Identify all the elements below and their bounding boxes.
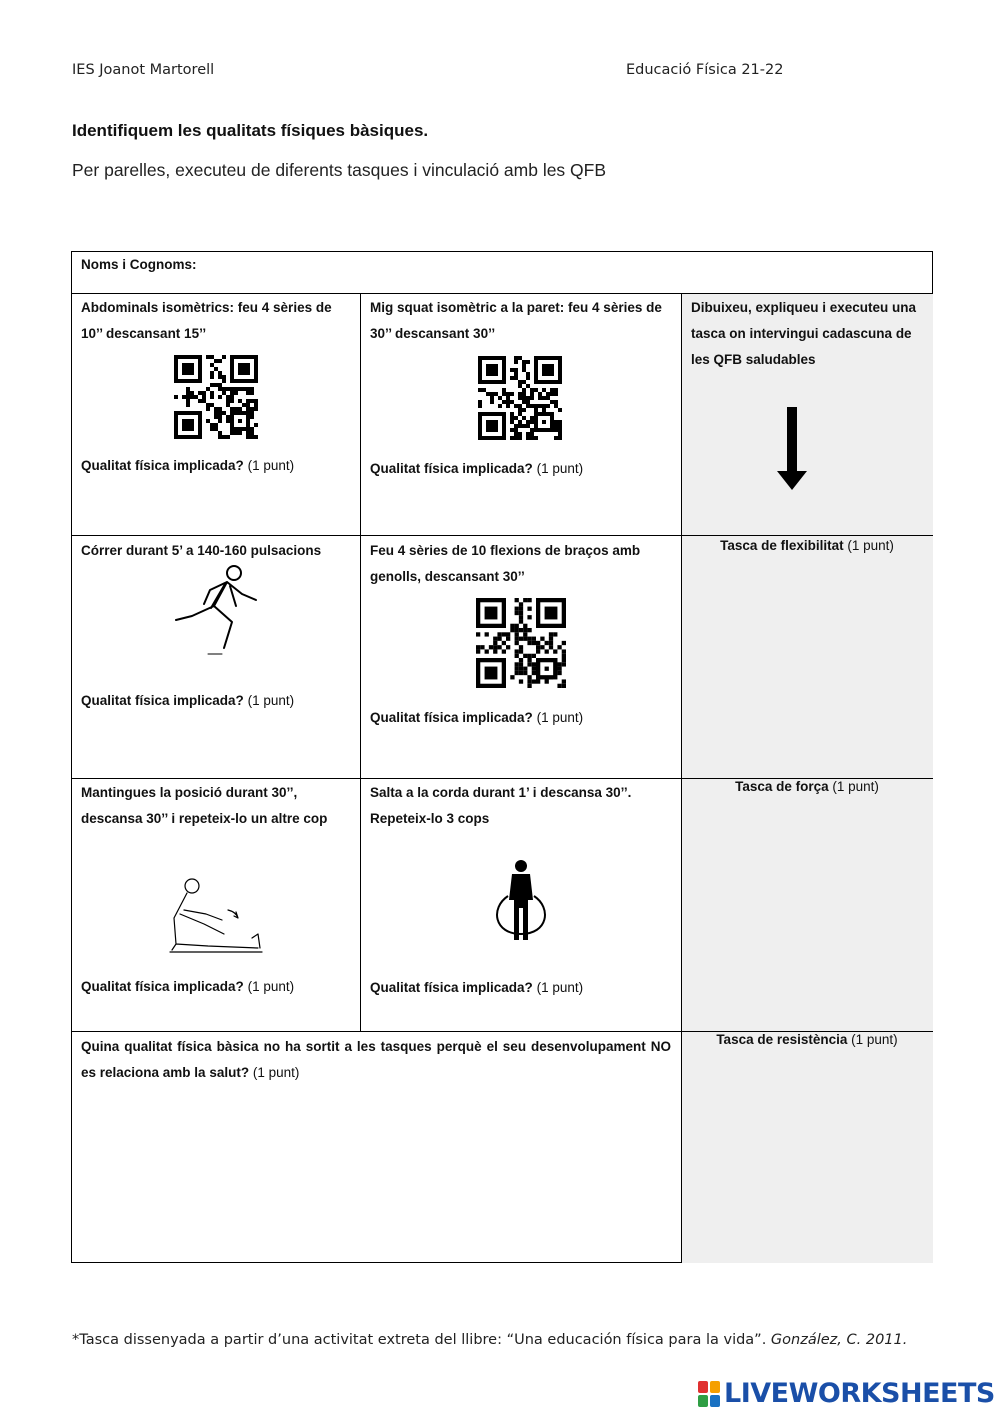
- column-divider: [681, 293, 682, 1263]
- names-label: Noms i Cognoms:: [81, 257, 197, 272]
- qr-code-icon: [478, 356, 562, 440]
- qr-code-icon: [476, 598, 566, 688]
- flexibility-task-label: Tasca de flexibilitat (1 punt): [720, 538, 894, 553]
- question-abdominals: Qualitat física implicada? (1 punt): [81, 458, 295, 473]
- liveworksheets-logo[interactable]: [698, 1378, 995, 1409]
- question-jump-rope: Qualitat física implicada? (1 punt): [370, 980, 584, 995]
- task-abdominals: Abdominals isomètrics: feu 4 sèries de 10’’ descansant 15’’: [81, 300, 332, 341]
- task-running: Córrer durant 5’ a 140-160 pulsacions: [81, 543, 322, 558]
- question-stretch: Qualitat física implicada? (1 punt): [81, 979, 295, 994]
- task-jump-rope: Salta a la corda durant 1’ i descansa 30’’. Repeteix-lo 3 cops: [370, 785, 632, 826]
- final-question: Quina qualitat física bàsica no ha sortit a les tasques perquè el seu desenvolupament NO es relaciona amb la salut? (1 punt): [81, 1039, 671, 1080]
- brand-name: LIVEWORKSHEETS: [724, 1378, 995, 1409]
- column-divider: [360, 293, 361, 1032]
- subject-name: Educació Física 21-22: [626, 62, 784, 78]
- worksheet-table: [71, 251, 933, 1263]
- task-squat: Mig squat isomètric a la paret: feu 4 sèries de 30’’ descansant 30’’: [370, 300, 662, 341]
- jump-rope-icon: [488, 858, 554, 944]
- resistance-task-label: Tasca de resistència (1 punt): [716, 1032, 898, 1047]
- page-title: Identifiquem les qualitats físiques bàsiques.: [72, 121, 429, 140]
- page-subtitle: Per parelles, executeu de diferents tasques i vinculació amb les QFB: [72, 160, 607, 180]
- stretching-person-icon: [168, 864, 264, 956]
- school-name: IES Joanot Martorell: [72, 62, 215, 78]
- liveworksheets-badge-icon: [698, 1381, 720, 1407]
- running-person-icon: [170, 564, 262, 656]
- question-pushups: Qualitat física implicada? (1 punt): [370, 710, 584, 725]
- qr-code-icon: [174, 355, 258, 439]
- task-instructions: Dibuixeu, expliqueu i executeu una tasca on intervingui cadascuna de les QFB saludables: [691, 300, 917, 367]
- task-stretch: Mantingues la posició durant 30’’, descansa 30’’ i repeteix-lo un altre cop: [81, 785, 328, 826]
- arrow-down-icon: [776, 407, 808, 491]
- task-pushups: Feu 4 sèries de 10 flexions de braços amb genolls, descansant 30’’: [370, 543, 641, 584]
- force-task-label: Tasca de força (1 punt): [735, 779, 879, 794]
- question-squat: Qualitat física implicada? (1 punt): [370, 461, 584, 476]
- footer-note: *Tasca dissenyada a partir d’una activitat extreta del llibre: “Una educación física para la vida”. González, C. 2011.: [72, 1332, 908, 1348]
- question-running: Qualitat física implicada? (1 punt): [81, 693, 295, 708]
